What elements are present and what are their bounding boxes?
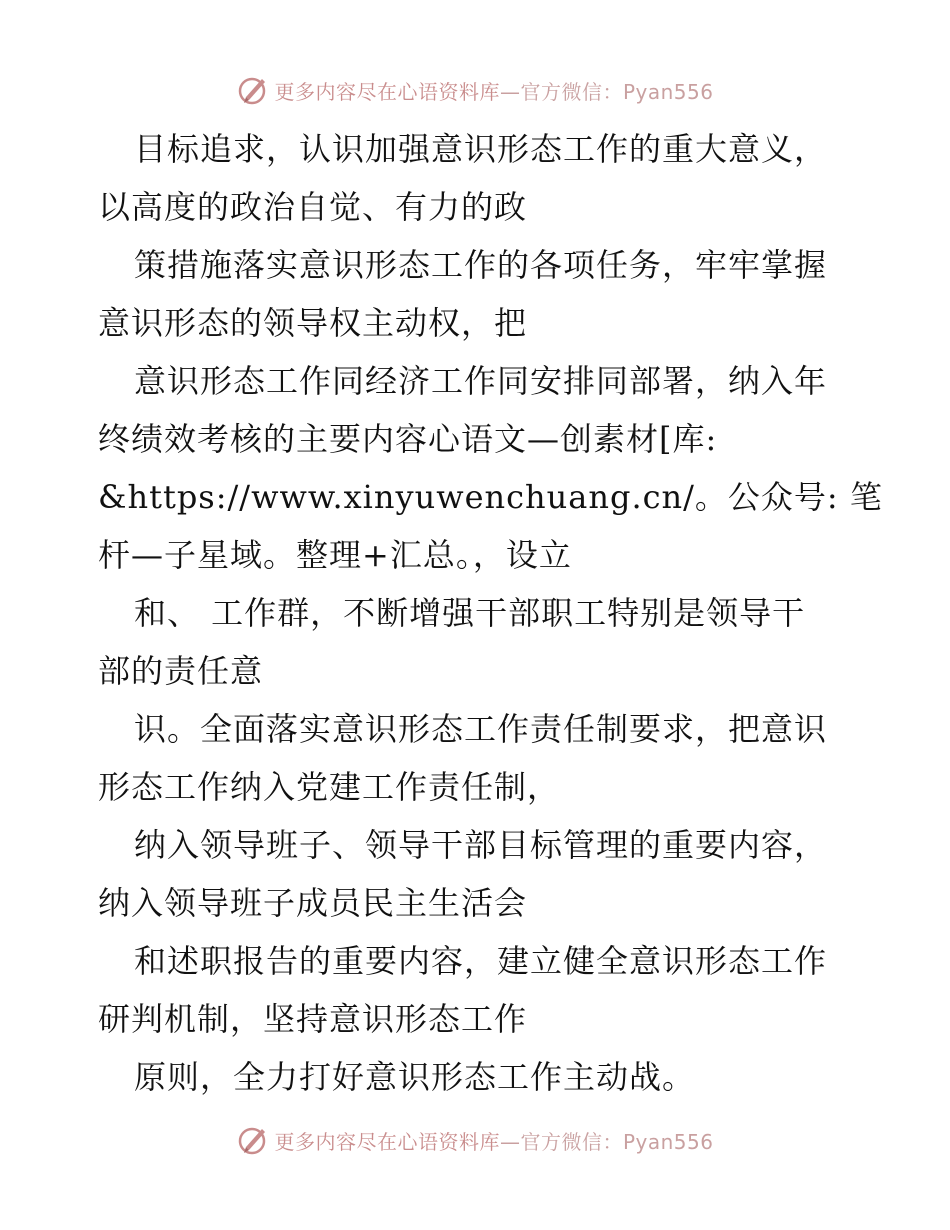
text-line: 原则，全力打好意识形态工作主动战。	[134, 1058, 696, 1096]
watermark-text	[274, 76, 713, 105]
text-line: 形态工作纳入党建工作责任制，	[98, 768, 561, 806]
footer-watermark	[0, 1122, 950, 1158]
text-line: 和、 工作群，不断增强干部职工特别是领导干	[134, 594, 806, 632]
text-line: 纳入领导班子、领导干部目标管理的重要内容，	[134, 826, 828, 864]
text-line: 策措施落实意识形态工作的各项任务，牢牢掌握	[134, 246, 828, 284]
text-line: 研判机制，坚持意识形态工作	[98, 1000, 528, 1038]
header-watermark	[0, 72, 950, 108]
pen-logo-icon	[236, 1123, 270, 1157]
watermark-dash: —	[499, 1129, 521, 1154]
text-line: &https://www.xinyuwenchuang.cn/。公众号: 笔	[98, 478, 883, 516]
watermark-text	[274, 1126, 713, 1155]
text-line: 以高度的政治自觉、有力的政	[98, 188, 528, 226]
watermark-dash: —	[499, 79, 521, 104]
pen-logo-icon	[236, 73, 270, 107]
text-line: 意识形态的领导权主动权，把	[98, 304, 528, 342]
watermark-prefix: 更多内容尽在心语资料库	[274, 1129, 500, 1154]
watermark-prefix: 更多内容尽在心语资料库	[274, 79, 500, 104]
text-line: 终绩效考核的主要内容心语文—创素材[库:	[98, 420, 718, 458]
document-body	[98, 120, 883, 1106]
text-line: 纳入领导班子成员民主生活会	[98, 884, 528, 922]
watermark-contact: 官方微信：Pyan556	[520, 79, 714, 104]
text-line: 意识形态工作同经济工作同安排同部署，纳入年	[134, 362, 828, 400]
text-line: 部的责任意	[98, 652, 264, 690]
text-line: 和述职报告的重要内容，建立健全意识形态工作	[134, 942, 828, 980]
watermark-contact: 官方微信：Pyan556	[520, 1129, 714, 1154]
text-line: 杆—子星域。整理+汇总。，设立	[98, 536, 572, 574]
text-line: 目标追求，认识加强意识形态工作的重大意义，	[134, 130, 828, 168]
text-line: 识。全面落实意识形态工作责任制要求，把意识	[134, 710, 828, 748]
